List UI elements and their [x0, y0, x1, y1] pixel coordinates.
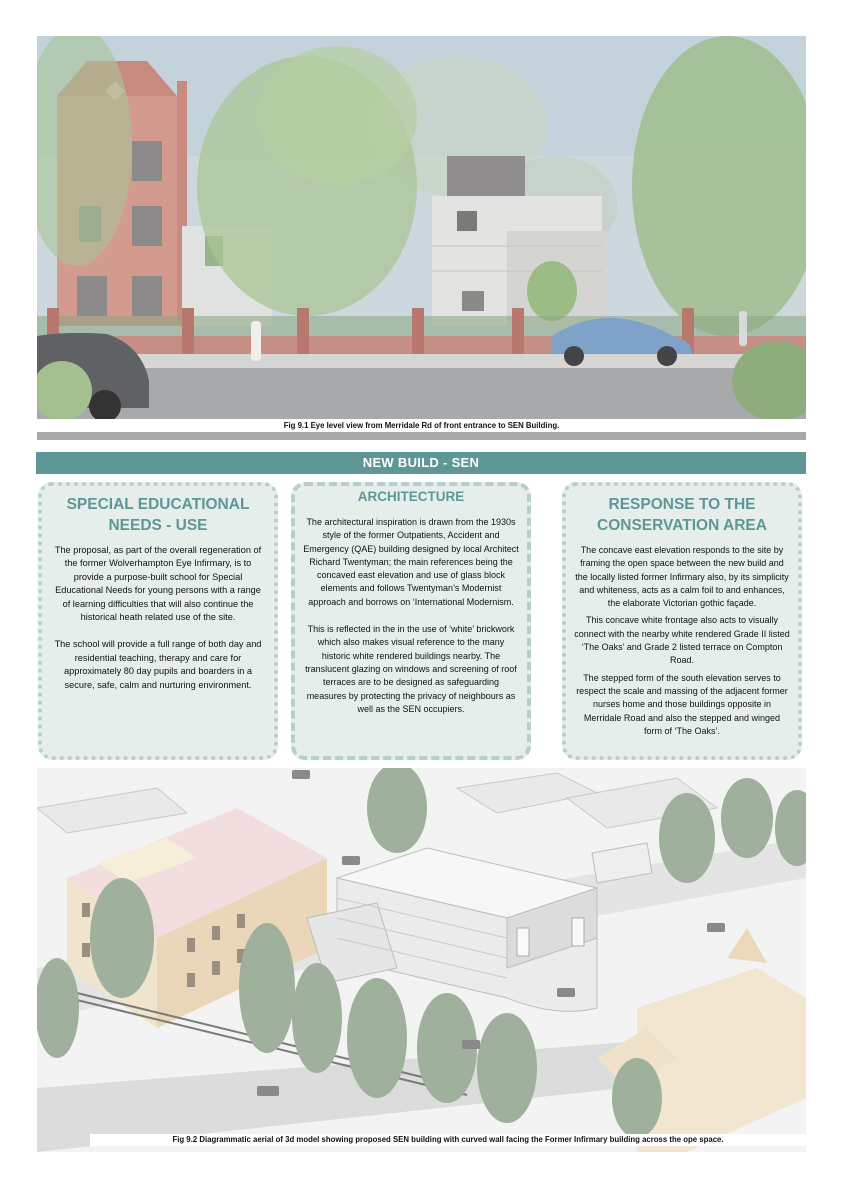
figure-2-caption: Fig 9.2 Diagrammatic aerial of 3d model showing proposed SEN building with curved wall facing the Former Infirmary building across the ope space. [90, 1134, 806, 1146]
use-paragraph-1: The proposal, as part of the overall regeneration of the former Wolverhampton Eye Infirmary, is to provide a purpose-built school for Special Educational Needs for young persons with a range of learning difficulties that will also continue the historical heath related use of the site. [54, 545, 262, 623]
use-panel [38, 482, 278, 760]
architecture-heading: ARCHITECTURE [357, 489, 465, 504]
conservation-panel [562, 482, 802, 760]
conservation-heading: RESPONSE TO THE CONSERVATION AREA [597, 496, 767, 534]
street-view-illustration [37, 36, 806, 440]
use-heading: SPECIAL EDUCATIONAL NEEDS - USE [66, 496, 250, 534]
architecture-panel [291, 482, 531, 760]
section-banner: NEW BUILD - SEN [36, 452, 806, 474]
figure-1-caption: Fig 9.1 Eye level view from Merridale Rd of front entrance to SEN Building. [37, 419, 806, 432]
conservation-paragraph-3: The stepped form of the south elevation serves to respect the scale and massing of the adjacent former nurses home and those buildings opposite in Merridale Road and also the stepped and winged form of ‘The Oaks’. [576, 672, 788, 736]
conservation-paragraph-1: The concave east elevation responds to the site by framing the open space between the new build and the locally listed former Infirmary also, by its simplicity and whiteness, acts as a calm foil to and enhances, the elaborate Victorian gothic façade. [575, 545, 789, 609]
architecture-paragraph-2: This is reflected in the in the use of ‘white’ brickwork which also makes visual reference to the many historic white rendered buildings nearby. The translucent glazing on windows and screening of roof terraces are to be designed as safeguarding measures by protecting the privacy of neighbours as well as the SEN occupiers. [305, 624, 517, 714]
aerial-diagram-illustration [37, 768, 806, 1152]
use-paragraph-2: The school will provide a full range of both day and residential teaching, therapy and care for approximately 80 day pupils and boarders in a secure, safe, calm and nurturing environment. [54, 639, 262, 690]
architecture-paragraph-1: The architectural inspiration is drawn from the 1930s style of the former Outpatients, Accident and Emergency (QAE) building designed by local Architect Richard Twentyman; the main references being the concaved east elevation and use of glass block elements and follows Twentyman’s Modernist approach and borrows on ‘International Modernism. [303, 517, 519, 607]
conservation-paragraph-2: This concave white frontage also acts to visually connect with the nearby white rendered Grade II listed ‘The Oaks’ and Grade 2 listed terrace on Compton Road. [574, 615, 790, 666]
